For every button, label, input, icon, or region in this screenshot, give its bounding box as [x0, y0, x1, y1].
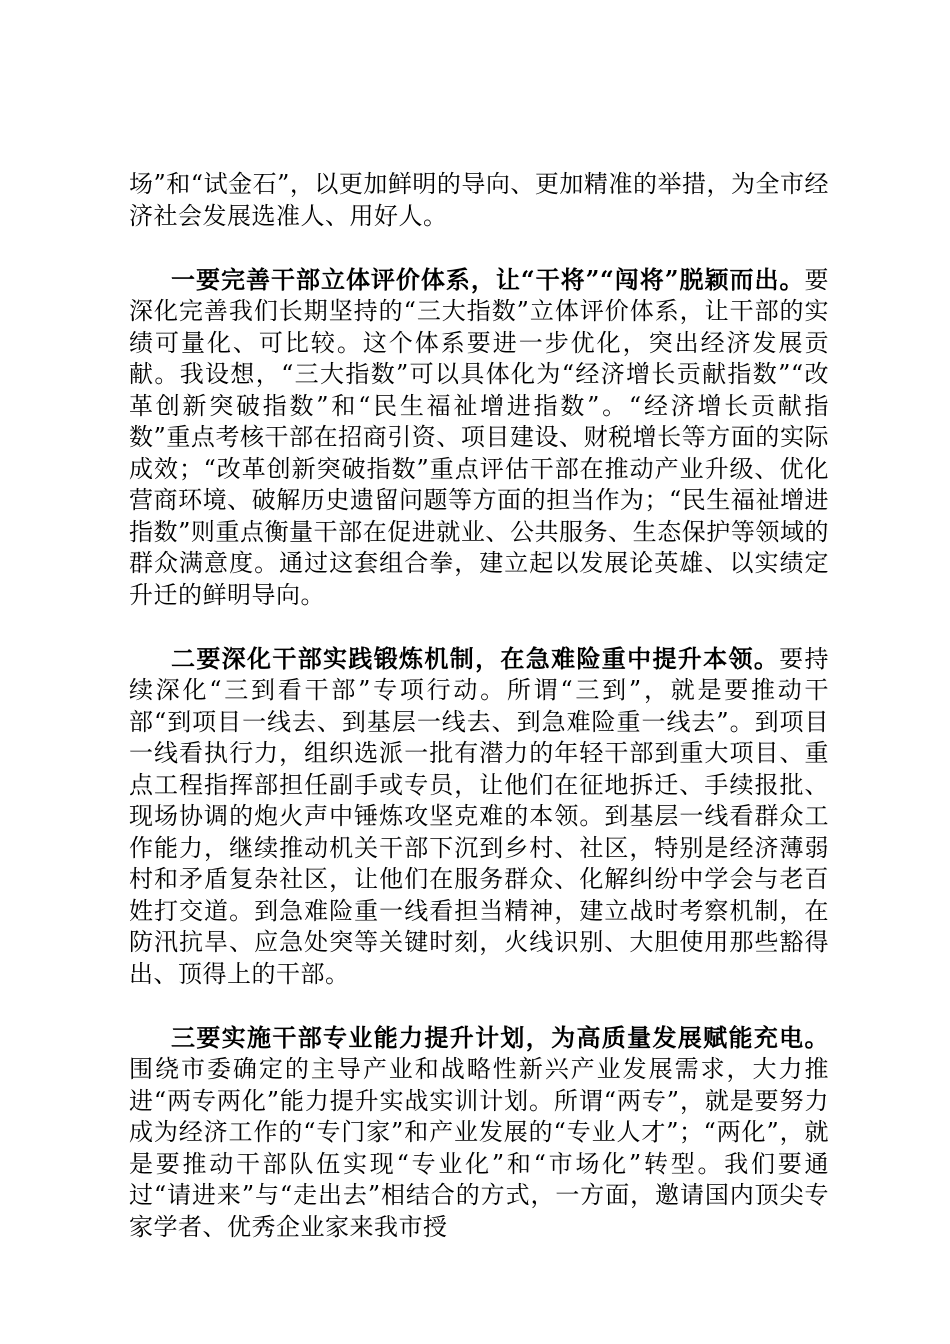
paragraph-text: 围绕市委确定的主导产业和战略性新兴产业发展需求，大力推进“两专两化”能力提升实战实训计划。所谓“两专”，就是要努力成为经济工作的“专门家”和产业发展的“专业人才”；“两化”，就是要推动干部队伍实现“专业化”和“市场化”转型。我们要通过“请进来”与“走出去”相结合的方式，一方面，邀请国内顶尖专家学者、优秀企业家来我市授 [129, 1055, 829, 1241]
paragraph-practice-mechanism [129, 643, 829, 991]
paragraph-capability-plan [129, 1022, 829, 1244]
paragraph-lead: 一要完善干部立体评价体系，让“干将”“闯将”脱颖而出。 [171, 264, 805, 294]
paragraph-continuation [129, 168, 829, 232]
paragraph-evaluation-system [129, 264, 829, 612]
paragraph-text: 场”和“试金石”，以更加鲜明的导向、更加精准的举措，为全市经济社会发展选准人、用好人。 [129, 170, 829, 230]
paragraph-lead: 三要实施干部专业能力提升计划，为高质量发展赋能充电。 [171, 1022, 829, 1052]
paragraph-text: 要深化完善我们长期坚持的“三大指数”立体评价体系，让干部的实绩可量化、可比较。这个体系要进一步优化，突出经济发展贡献。我设想，“三大指数”可以具体化为“经济增长贡献指数”“改革创新突破指数”和“民生福祉增进指数”。“经济增长贡献指数”重点考核干部在招商引资、项目建设、财税增长等方面的实际成效；“改革创新突破指数”重点评估干部在推动产业升级、优化营商环境、破解历史遗留问题等方面的担当作为；“民生福祉增进指数”则重点衡量干部在促进就业、公共服务、生态保护等领域的群众满意度。通过这套组合拳，建立起以发展论英雄、以实绩定升迁的鲜明导向。 [129, 265, 829, 609]
paragraph-text: 要持续深化“三到看干部”专项行动。所谓“三到”，就是要推动干部“到项目一线去、到基层一线去、到急难险重一线去”。到项目一线看执行力，组织选派一批有潜力的年轻干部到重大项目、重点工程指挥部担任副手或专员，让他们在征地拆迁、手续报批、现场协调的炮火声中锤炼攻坚克难的本领。到基层一线看群众工作能力，继续推动机关干部下沉到乡村、社区，特别是经济薄弱村和矛盾复杂社区，让他们在服务群众、化解纠纷中学会与老百姓打交道。到急难险重一线看担当精神，建立战时考察机制，在防汛抗旱、应急处突等关键时刻，火线识别、大胆使用那些豁得出、顶得上的干部。 [129, 644, 830, 988]
document-body [129, 168, 829, 1275]
paragraph-lead: 二要深化干部实践锻炼机制，在急难险重中提升本领。 [171, 643, 780, 673]
